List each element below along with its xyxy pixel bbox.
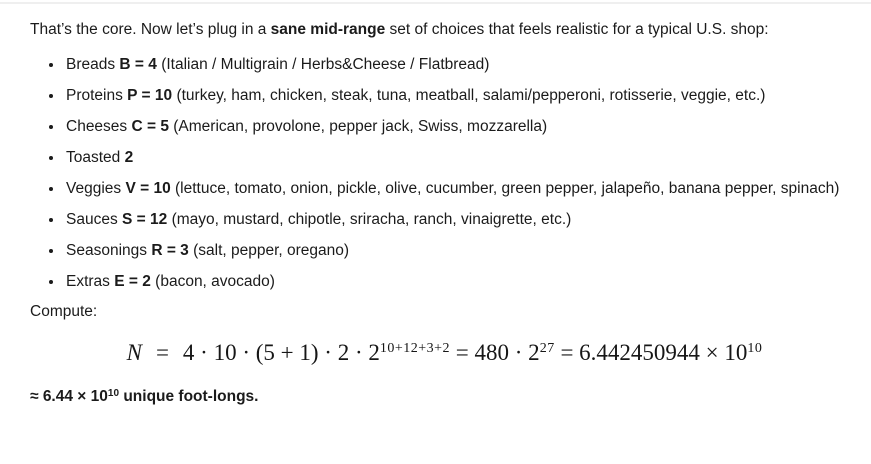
formula-expression-1: 4 · 10 · (5 + 1) · 2 · 2 [182,340,380,365]
bullet-label: Seasonings [66,242,152,259]
bullet-value: R = 3 [151,242,189,259]
intro-text-post: set of choices that feels realistic for a typical U.S. shop: [385,21,769,38]
bullet-label: Toasted [66,149,125,166]
result-superscript: 10 [107,387,120,399]
list-item [64,209,859,231]
list-item [64,116,859,138]
bullet-label: Extras [66,273,115,290]
formula-exponent-1: 10+12+3+2 [379,341,451,357]
intro-text-bold: sane mid-range [270,21,386,38]
top-divider [0,2,871,4]
list-item [64,178,859,200]
bullet-detail: (lettuce, tomato, onion, pickle, olive, cucumber, green pepper, jalapeño, banana pepper, spinach) [170,180,840,197]
bullet-label: Breads [66,56,120,73]
bullet-list [30,54,859,293]
intro-paragraph [30,20,859,40]
formula-exponent-2: 27 [539,341,555,357]
bullet-value: 2 [124,149,134,166]
list-item [64,271,859,293]
formula-variable: N [126,340,142,365]
intro-text-pre: That’s the core. Now let’s plug in a [30,21,271,38]
bullet-value: E = 2 [114,273,151,290]
bullet-detail: (bacon, avocado) [150,273,275,290]
bullet-label: Sauces [66,211,123,228]
result-pre: ≈ 6.44 × 10 [30,388,108,405]
bullet-value: P = 10 [127,87,173,104]
formula-expression-3: = 6.442450944 × 10 [554,340,748,365]
list-item [64,147,859,169]
bullet-detail: (mayo, mustard, chipotle, sriracha, ranch, vinaigrette, etc.) [167,211,572,228]
list-item [64,240,859,262]
bullet-label: Veggies [66,180,126,197]
list-item [64,85,859,107]
bullet-value: V = 10 [125,180,171,197]
bullet-value: S = 12 [122,211,168,228]
bullet-detail: (American, provolone, pepper jack, Swiss, mozzarella) [168,118,548,135]
bullet-value: C = 5 [131,118,169,135]
bullet-detail: (turkey, ham, chicken, steak, tuna, meatball, salami/pepperoni, rotisserie, veggie, etc.) [172,87,766,104]
compute-label: Compute: [30,303,98,320]
list-item [64,54,859,76]
bullet-label: Proteins [66,87,128,104]
result-line [30,386,859,408]
bullet-value: B = 4 [119,56,157,73]
result-text [30,388,259,405]
math-formula [30,338,859,368]
bullet-label: Cheeses [66,118,132,135]
bullet-detail: (Italian / Multigrain / Herbs&Cheese / Flatbread) [156,56,490,73]
bullet-detail: (salt, pepper, oregano) [188,242,350,259]
formula-exponent-3: 10 [747,341,763,357]
formula-equals: = [155,340,169,365]
result-post: unique foot-longs. [119,388,259,405]
formula-expression-2: = 480 · 2 [450,340,540,365]
